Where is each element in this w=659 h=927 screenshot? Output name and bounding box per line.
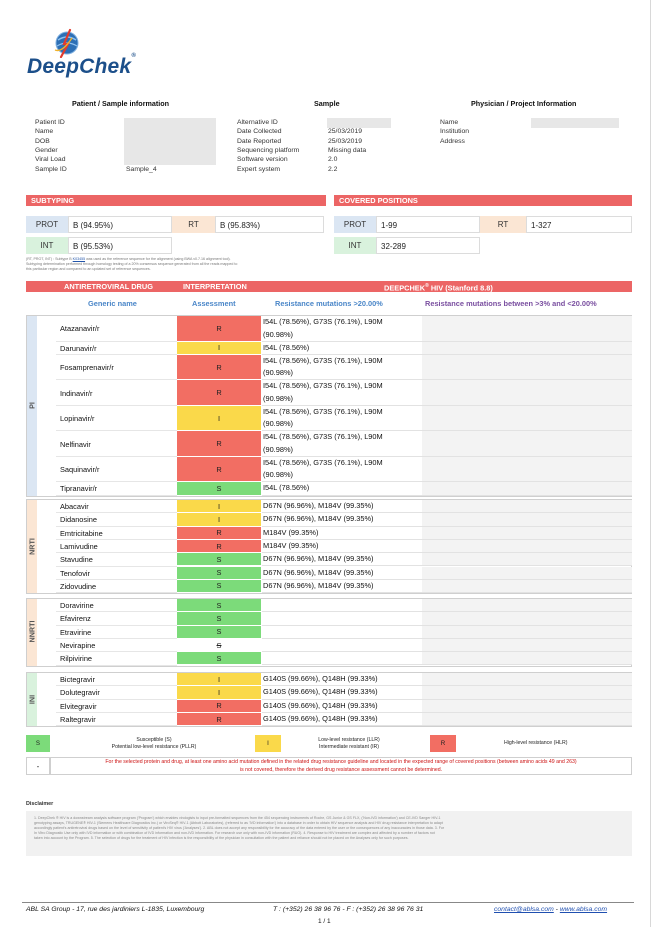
assessment-cell [177,527,261,540]
disclaimer-line: 1. DeepChek ® HIV is a downstream analysis software program ('Program') which enables virologists to input pre-formatted sequences from the 454 sequencing instruments of Roche, GS Junior & GS FLX, ('Non-IVD information') and CE-IVD Sanger HIV-1 [34,816,441,820]
legend-dash-box: - [26,757,50,775]
drug-name: Efavirenz [60,614,91,624]
mutations-cell [262,355,422,381]
assessment-cell [177,500,261,513]
mutations-cell [262,673,422,686]
assessment-cell [177,713,261,726]
drug-name: Elvitegravir [60,701,97,711]
mutation-line: G140S (99.66%), Q148H (99.33%) [263,674,378,683]
assessment-cell [177,673,261,686]
row-separator [56,592,177,593]
mutation-line: D67N (96.96%), M184V (99.35%) [263,554,374,564]
subtyping-title-text: SUBTYPING [26,195,326,206]
drug-class-label: INI [27,694,37,704]
sample-label: Expert system [237,165,281,173]
col-mutations-3-20: Resistance mutations between >3% and <20.00% [425,299,597,308]
assessment-value: R [216,528,222,538]
sample-label: Date Reported [237,137,282,145]
covered-int-value: 32-289 [376,237,480,254]
assessment-value: R [216,323,222,333]
drug-class-label: NRTI [27,537,37,555]
sample-value: 2.2 [328,165,338,173]
disclaimer-line: genotyping assays, TRUGENE® HIV-1 (Siemens Healthcare Diagnostics Inc.) or ViroSeq® HIV-1 (Abbott Laboratories), (referred to as 'IVD information') into a database in order to obtain HIV sequence analysis and HIV drug resistance interpretation to adapt [34,821,443,826]
mutations-low-cell [422,380,632,406]
drug-name: Doravirine [60,601,94,611]
assessment-value: S [216,568,222,578]
mutations-cell [262,599,422,612]
mutation-line: I54L (78.56%), G73S (76.1%), L90M [263,457,383,467]
assessment-cell [177,639,261,652]
patient-label: Name [35,128,54,136]
sample-label: Software version [237,156,288,164]
patient-label: DOB [35,137,50,145]
assessment-value: R [216,439,222,449]
mutation-line: (90.98%) [263,470,293,480]
drug-name: Tipranavir/r [60,484,98,494]
assessment-cell [177,457,261,483]
assessment-value: I [217,514,221,524]
mutations-low-cell [422,527,632,540]
mutations-cell [262,612,422,625]
mutations-low-cell [422,639,632,652]
patient-section-title: Patient / Sample information [72,99,170,108]
mutations-low-cell [422,406,632,432]
assessment-cell [177,482,261,495]
mutation-line: G140S (99.66%), Q148H (99.33%) [263,700,378,710]
disclaimer-title: Disclaimer [26,801,54,807]
physician-section-title: Physician / Project Information [471,99,577,108]
disclaimer-line: accordingly patient's antiretroviral drugs based on the level of sensitivity of patient's HIV virus ('Analyses'). 2. ABL does not accept any responsibility for the accuracy of the data entered by the user or the consequences of any inaccuracies in those data. 3. For [34,826,445,831]
mutations-low-cell [422,580,632,593]
assessment-value: R [216,362,222,372]
mutation-line: D67N (96.96%), M184V (99.35%) [263,514,374,524]
sample-value: 2.0 [328,156,338,164]
mutations-cell [262,540,422,553]
mutations-cell [262,639,422,652]
disclaimer-line: In Vitro Diagnostic Use only with IVD information or with combination of IVD information and non-IVD information. For research use only with non-IVD information (RUO). 4. Response to HIV treatment are complex and affected by a number of factors not [34,831,435,836]
assessment-cell [177,686,261,699]
mutations-cell [262,457,422,483]
assessment-cell [177,380,261,406]
subtype-int-value: B (95.53%) [68,237,172,254]
patient-value-box [124,118,216,165]
brand-logo: DeepChek® [27,53,136,78]
covered-prot-label: PROT [334,216,376,233]
covered-title: COVERED POSITIONS [334,195,632,206]
sample-value: Missing data [328,146,367,154]
drug-name: Dolutegravir [60,688,100,698]
drug-name: Stavudine [60,555,93,565]
sample-value: 25/03/2019 [328,137,363,145]
mutation-line: (90.98%) [263,393,293,403]
logo-icon [50,28,82,58]
drug-name: Lamivudine [60,542,98,552]
drug-class-label: PI [27,401,37,409]
assessment-cell [177,431,261,457]
assessment-cell [177,316,261,342]
subtype-rt-label: RT [172,216,215,233]
legend-i-text: Low-level resistance (LLR) Intermediate resistant (IR) [318,737,380,750]
drug-name: Etravirine [60,627,92,637]
mutations-cell [262,342,422,355]
row-separator [56,665,177,666]
assessment-cell [177,626,261,639]
subtype-prot-label: PROT [26,216,68,233]
drug-name: Abacavir [60,502,89,512]
assessment-cell [177,652,261,665]
mutations-low-cell [422,316,632,342]
physician-value-box [531,118,619,128]
mutations-cell [262,686,422,699]
drug-name: Nelfinavir [60,439,91,449]
drug-name: Saquinavir/r [60,465,100,475]
assessment-value: S [216,554,222,564]
mutation-line: G140S (99.66%), Q148H (99.33%) [263,713,378,723]
mutations-low-cell [422,342,632,355]
assessment-value: S [216,627,222,637]
mutation-line: (90.98%) [263,419,293,429]
subtype-prot-value: B (94.95%) [68,216,172,233]
assessment-value: S [216,640,222,650]
mutation-line: D67N (96.96%), M184V (99.35%) [263,567,374,577]
assessment-value: R [216,541,222,551]
patient-label: Gender [35,146,58,154]
footer-links: contact@ablsa.com - www.ablsa.com [494,906,608,913]
mutation-line: G140S (99.66%), Q148H (99.33%) [263,687,378,697]
mutations-low-cell [422,482,632,495]
legend-s-box: S [26,735,50,752]
assessment-cell [177,580,261,593]
mutation-line: I54L (78.56%), G73S (76.1%), L90M [263,381,383,391]
mutations-low-cell [422,612,632,625]
assessment-value: S [216,613,222,623]
footer-rule [22,902,634,903]
covered-rt-value: 1-327 [526,216,632,233]
patient-label: Viral Load [35,156,66,164]
mutation-line: I54L (78.56%), G73S (76.1%), L90M [263,317,383,326]
mutations-low-cell [422,355,632,381]
page-number: 1 / 1 [318,918,331,925]
assessment-value: S [216,581,222,591]
mutations-cell [262,652,422,665]
mutations-low-cell [422,457,632,483]
patient-label: Sample ID [35,165,67,173]
mutations-cell [262,513,422,526]
drug-name: Indinavir/r [60,388,93,398]
col-assessment: Assessment [192,299,236,308]
assessment-value: I [217,687,221,697]
drug-name: Nevirapine [60,641,96,651]
assessment-cell [177,700,261,713]
mutations-cell [262,527,422,540]
assessment-cell [177,599,261,612]
subtype-rt-value: B (95.83%) [215,216,324,233]
mutations-low-cell [422,686,632,699]
col-generic-name: Generic name [88,299,137,308]
email-link[interactable]: contact@ablsa.com [494,906,554,913]
mutations-low-cell [422,700,632,713]
reference-link[interactable]: K03455 [72,257,86,261]
disclaimer-text [34,816,624,841]
mutations-low-cell [422,540,632,553]
assessment-cell [177,567,261,580]
assessment-cell [177,540,261,553]
assessment-value: S [216,600,222,610]
mutations-cell [262,553,422,566]
mutations-cell [262,406,422,432]
mutations-cell [262,316,422,342]
mutations-low-cell [422,713,632,726]
sample-section-title: Sample [314,99,340,108]
assessment-cell [177,355,261,381]
mutation-line: M184V (99.35%) [263,540,319,550]
legend-r-box: R [430,735,456,752]
patient-value: Sample_4 [126,165,157,173]
mutation-line: I54L (78.56%), G73S (76.1%), L90M [263,406,383,416]
mutation-line: I54L (78.56%), G73S (76.1%), L90M [263,432,383,442]
mutation-line: D67N (96.96%), M184V (99.35%) [263,501,374,510]
assessment-value: S [216,653,222,663]
col-mutations-20: Resistance mutations >20.00% [275,299,383,308]
mutations-cell [262,700,422,713]
mutations-low-cell [422,567,632,580]
mutations-low-cell [422,599,632,612]
drug-name: Rilpivirine [60,654,93,664]
drug-name: Bictegravir [60,675,95,685]
footer-phone: T : (+352) 26 38 96 76 - F : (+352) 26 38 96 76 31 [273,906,424,913]
mutations-cell [262,380,422,406]
assessment-cell [177,513,261,526]
mutation-line: I54L (78.56%) [263,342,310,352]
mutations-low-cell [422,513,632,526]
drug-class-label: NNRTI [27,620,37,643]
assessment-value: I [217,501,221,511]
mutations-low-cell [422,500,632,513]
mutations-cell [262,500,422,513]
subtype-int-label: INT [26,237,68,254]
assessment-value: R [216,464,222,474]
patient-label: Patient ID [35,119,65,126]
sample-label: Sequencing platform [237,146,300,154]
website-link[interactable]: www.ablsa.com [559,906,608,913]
mutation-line: I54L (78.56%), G73S (76.1%), L90M [263,355,383,365]
subtype-note: (RT, PROT, INT) : Subtype B K03455 was used as the reference sequence for the alignment (using BWA v0.7.16 alignment tool). Subtyping determination performed through homology testing of a 20% consensus sequence generated from all the reads mapped to this particular region and compared to an updated set of reference sequences. [26,257,238,271]
drug-name: Fosamprenavir/r [60,363,114,373]
assessment-value: I [217,413,221,423]
bar-interpretation: INTERPRETATION [183,282,247,291]
assessment-value: R [216,701,222,711]
drug-name: Tenofovir [60,568,90,578]
sample-label: Date Collected [237,128,282,136]
legend-s-text: Susceptible (S) Potential low-level resistance (PLLR) [111,737,197,750]
physician-label: Name [440,119,459,126]
legend-r-text: High-level resistance (HLR) [504,740,568,746]
footer-company: ABL SA Group - 17, rue des jardiniers L-1835, Luxembourg [26,906,205,913]
drug-name: Zidovudine [60,581,97,591]
legend-dash-text: For the selected protein and drug, at least one amino acid mutation defined in the related drug resistance guideline and located in the expected range of covered positions (between amino acids 49 and 263) is not covered, therefore the derived drug resistance assessment cannot be determined. [105,759,577,773]
drug-name: Raltegravir [60,715,96,725]
mutation-line: M184V (99.35%) [263,527,319,537]
drug-name: Didanosine [60,515,97,525]
sample-value: 25/03/2019 [328,128,363,136]
mutation-line: (90.98%) [263,368,293,378]
assessment-cell [177,612,261,625]
covered-rt-label: RT [480,216,526,233]
mutation-line: I54L (78.56%) [263,483,310,493]
assessment-cell [177,406,261,432]
drug-name: Atazanavir/r [60,324,100,334]
mutations-low-cell [422,431,632,457]
assessment-value: S [216,483,222,493]
physician-label: Institution [440,128,470,136]
mutations-cell [262,626,422,639]
row-separator [56,725,177,726]
covered-prot-value: 1-99 [376,216,480,233]
row-separator [56,495,177,496]
disclaimer-line: taken into account by the Program. 5. The selection of drugs for the treatment of HIV infection is the responsibility of the physician in consultation with the patient and reliance should not be placed on the Analyses only for such purposes. [34,836,409,841]
assessment-value: I [217,343,221,353]
mutations-low-cell [422,553,632,566]
assessment-cell [177,342,261,355]
mutations-low-cell [422,652,632,665]
drug-name: Lopinavir/r [60,414,95,424]
mutations-cell [262,431,422,457]
mutations-cell [262,713,422,726]
mutations-low-cell [422,626,632,639]
mutation-line: (90.98%) [263,329,293,339]
mutations-cell [262,580,422,593]
drug-name: Emtricitabine [60,528,103,538]
mutations-cell [262,567,422,580]
mutation-line: (90.98%) [263,444,293,454]
bar-engine: DEEPCHEK® HIV (Stanford 8.8) [384,283,493,293]
assessment-value: R [216,388,222,398]
mutations-cell [262,482,422,495]
legend-i-box: I [255,735,281,752]
bar-drug: ANTIRETROVIRAL DRUG [64,282,153,291]
mutations-low-cell [422,673,632,686]
mutation-line: D67N (96.96%), M184V (99.35%) [263,580,374,590]
covered-int-label: INT [334,237,376,254]
drug-name: Darunavir/r [60,343,97,353]
assessment-cell [177,553,261,566]
sample-label: Alternative ID [237,119,278,126]
assessment-value: I [217,674,221,684]
assessment-value: R [216,714,222,724]
physician-label: Address [440,137,465,145]
